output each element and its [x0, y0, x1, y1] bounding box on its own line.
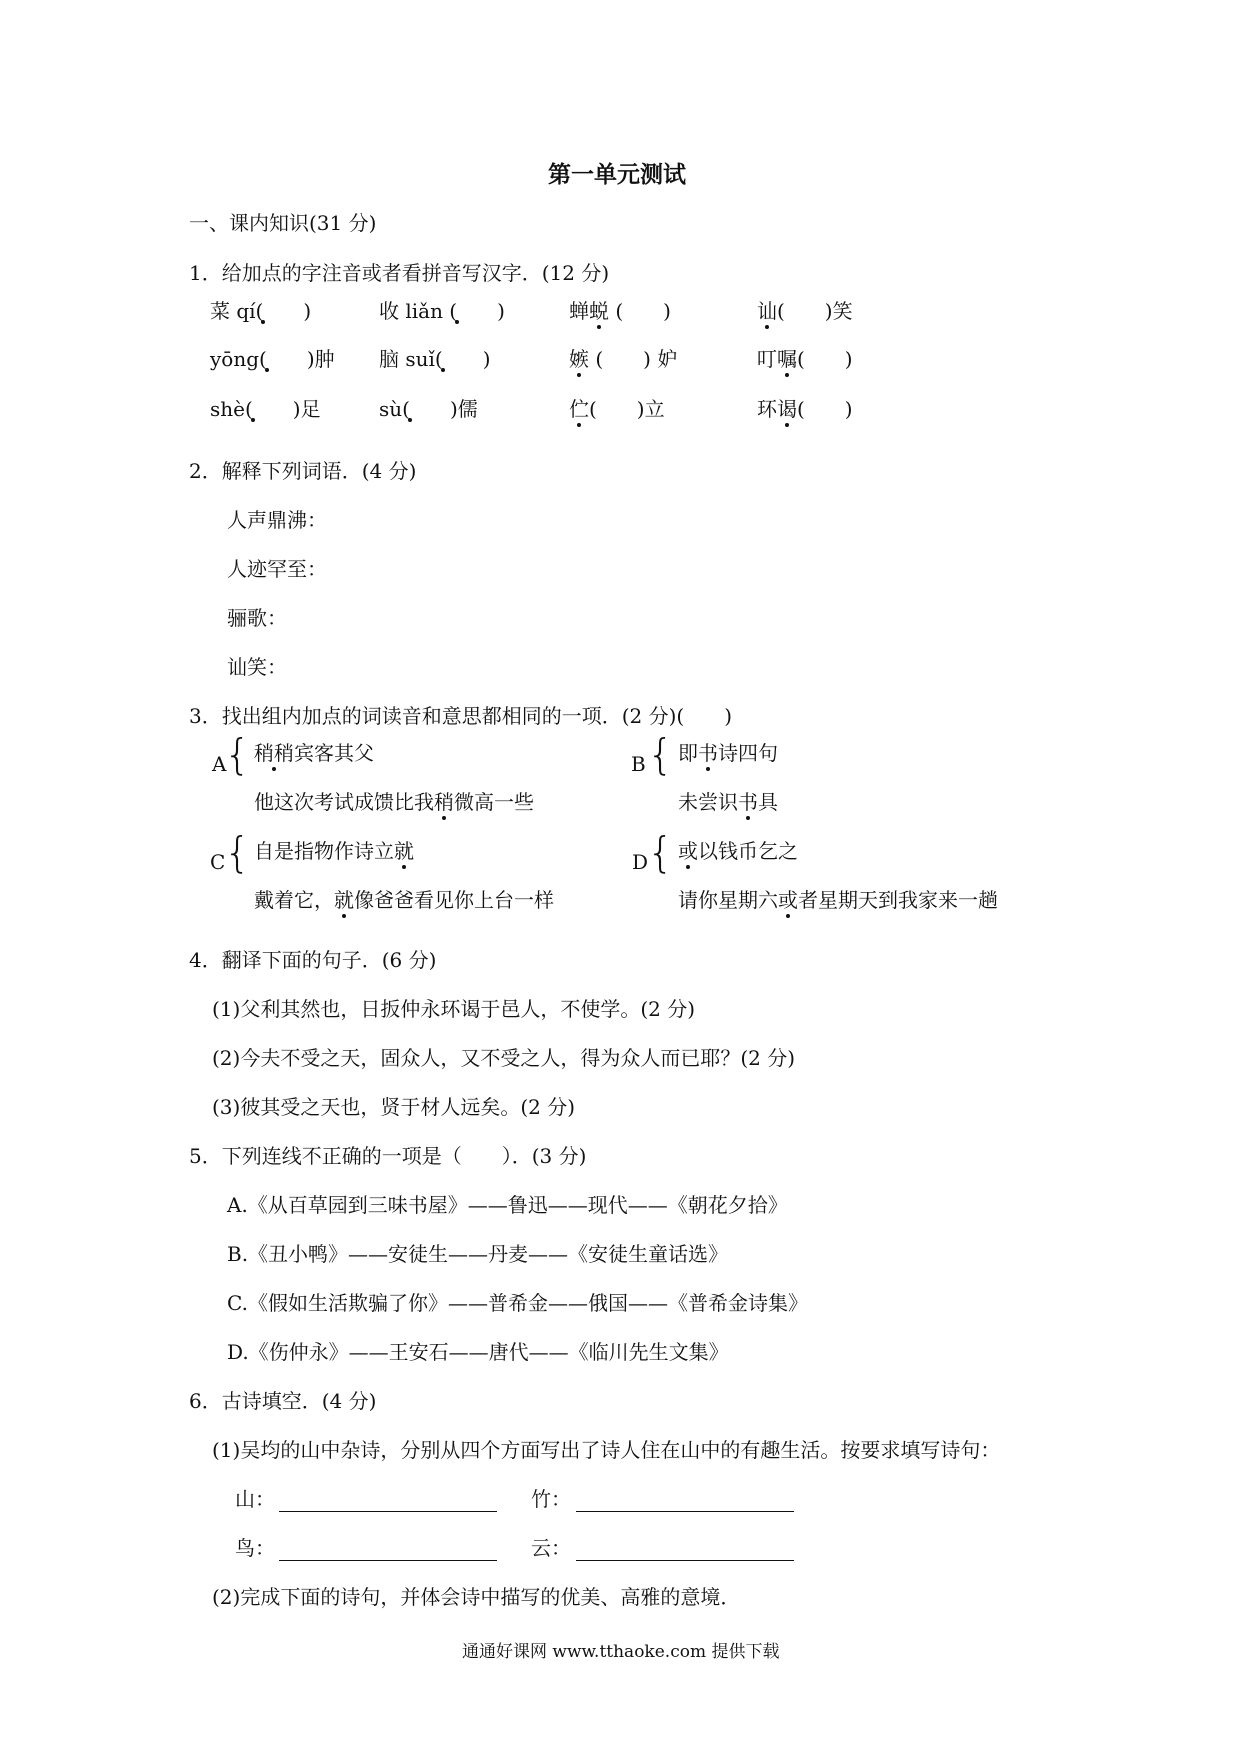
question-5-stem: 5．下列连线不正确的一项是（ ）．(3 分) — [189, 1144, 587, 1168]
pinyin-item-text-after: )儒 — [409, 397, 478, 421]
option-line-2 — [678, 888, 998, 912]
option-line-2-text-after: 像爸爸看见你上台一样 — [354, 888, 554, 912]
option-line-2-text: 戴着它， — [254, 888, 334, 912]
option-line-2-text: 未尝识 — [678, 790, 738, 814]
pinyin-item-dotted-char: 谒 — [777, 397, 797, 421]
term-4: 讪笑： — [227, 655, 287, 679]
option-line-1-dotted-char: 就 — [394, 839, 414, 863]
option-letter: D — [632, 850, 649, 874]
option-letter: C — [210, 850, 226, 874]
pinyin-item-text: 环 — [757, 397, 777, 421]
option-letter: A — [212, 752, 227, 776]
page-footer: 通通好课网 www.tthaoke.com 提供下载 — [462, 1642, 780, 1662]
option-c: C.《假如生活欺骗了你》——普希金——俄国——《普希金诗集》 — [227, 1291, 808, 1315]
option-line-2-text: 他这次考试成馈比我 — [254, 790, 434, 814]
pinyin-item — [210, 299, 311, 323]
pinyin-item — [569, 347, 677, 371]
question-6-part-2: (2)完成下面的诗句，并体会诗中描写的优美、高雅的意境． — [212, 1585, 741, 1609]
pinyin-item — [210, 397, 321, 421]
pinyin-item-dotted-char: 伫 — [569, 397, 589, 421]
pinyin-item-text-after: ( ) — [797, 397, 853, 421]
question-1-stem: 1．给加点的字注音或者看拼音写汉字．(12 分) — [189, 261, 610, 285]
option-letter: B — [631, 752, 646, 776]
option-line-2-dotted-char: 稍 — [434, 790, 454, 814]
pinyin-item-text-after: ( ) 妒 — [589, 347, 678, 371]
pinyin-item — [757, 299, 853, 323]
term-2: 人迹罕至： — [227, 557, 327, 581]
pinyin-item-text-after: )肿 — [266, 347, 335, 371]
answer-line-bird[interactable] — [279, 1560, 497, 1561]
sentence-2: (2)今夫不受之天，固众人，又不受之人，得为众人而已耶？(2 分) — [212, 1046, 796, 1070]
pinyin-item-text: 脑 suǐ( — [379, 347, 443, 371]
pinyin-item-text-after: ) — [457, 299, 505, 323]
pinyin-item — [569, 299, 671, 323]
option-line-1-dotted-char: 稍稍 — [254, 741, 294, 765]
option-line-1 — [254, 741, 374, 765]
question-3-stem: 3．找出组内加点的词读音和意思都相同的一项．(2 分)( ) — [189, 704, 733, 728]
blank-label-cloud: 云： — [531, 1536, 571, 1560]
blank-label-bird: 鸟： — [235, 1536, 275, 1560]
brace-icon: { — [647, 730, 674, 779]
brace-icon: { — [224, 828, 251, 877]
pinyin-item — [379, 347, 491, 371]
option-d: D.《伤仲永》——王安石——唐代——《临川先生文集》 — [227, 1340, 729, 1364]
option-line-2 — [254, 790, 534, 814]
pinyin-item-text-after: ( )笑 — [777, 299, 853, 323]
pinyin-item-text: 蝉 — [569, 299, 589, 323]
option-line-1 — [678, 839, 798, 863]
option-line-1-text-after: 宾客其父 — [294, 741, 374, 765]
pinyin-item-text: shè( — [210, 397, 253, 421]
blank-label-bamboo: 竹： — [531, 1487, 571, 1511]
brace-icon: { — [647, 828, 674, 877]
pinyin-item — [210, 347, 335, 371]
option-line-1 — [254, 839, 414, 863]
pinyin-item-text-after: )足 — [252, 397, 321, 421]
option-line-1-text: 自是指物作诗立 — [254, 839, 394, 863]
pinyin-item-text-after: ) — [442, 347, 491, 371]
option-line-2 — [254, 888, 554, 912]
pinyin-item-dotted-char: 嫉 — [569, 347, 589, 371]
option-line-2-text-after: 微高一些 — [454, 790, 534, 814]
option-line-1 — [678, 741, 778, 765]
pinyin-item-text: sù( — [379, 397, 410, 421]
pinyin-item-text-after: ) — [263, 299, 312, 323]
pinyin-item-text-after: ( ) — [609, 299, 671, 323]
option-line-2-dotted-char: 书 — [738, 790, 758, 814]
question-4-stem: 4．翻译下面的句子．(6 分) — [189, 948, 437, 972]
pinyin-item — [379, 397, 478, 421]
page-title: 第一单元测试 — [548, 162, 686, 188]
option-line-1-text: 即 — [678, 741, 698, 765]
pinyin-item-text: 叮 — [757, 347, 777, 371]
question-6-stem: 6．古诗填空．(4 分) — [189, 1389, 377, 1413]
option-line-1-text-after: 诗四句 — [718, 741, 778, 765]
pinyin-item — [379, 299, 505, 323]
question-2-stem: 2．解释下列词语．(4 分) — [189, 459, 417, 483]
term-1: 人声鼎沸： — [227, 508, 327, 532]
sentence-3: (3)彼其受之天也，贤于材人远矣。(2 分) — [212, 1095, 576, 1119]
option-line-1-dotted-char: 或 — [678, 839, 698, 863]
option-line-2-text: 请你星期六 — [678, 888, 778, 912]
option-line-2 — [678, 790, 778, 814]
pinyin-item-dotted-char: 嘱 — [777, 347, 797, 371]
pinyin-item-dotted-char: 讪 — [757, 299, 777, 323]
option-line-1-dotted-char: 书 — [698, 741, 718, 765]
pinyin-item-dotted-char: 蜕 — [589, 299, 609, 323]
brace-icon: { — [224, 730, 251, 779]
answer-line-mountain[interactable] — [279, 1511, 497, 1512]
option-line-1-text-after: 以钱币乞之 — [698, 839, 798, 863]
option-line-2-text-after: 具 — [758, 790, 778, 814]
pinyin-item-text: 收 liǎn ( — [379, 299, 458, 323]
section-heading: 一、课内知识(31 分) — [189, 211, 377, 235]
pinyin-item-text-after: ( ) — [797, 347, 853, 371]
pinyin-item-text: 菜 qí( — [210, 299, 264, 323]
pinyin-item-text: yōng( — [210, 347, 267, 371]
option-b: B.《丑小鸭》——安徒生——丹麦——《安徒生童话选》 — [227, 1242, 729, 1266]
answer-line-cloud[interactable] — [576, 1560, 794, 1561]
option-line-2-text-after: 者星期天到我家来一趟 — [798, 888, 998, 912]
sentence-1: (1)父利其然也，日扳仲永环谒于邑人，不使学。(2 分) — [212, 997, 696, 1021]
option-a: A.《从百草园到三味书屋》——鲁迅——现代——《朝花夕拾》 — [227, 1193, 788, 1217]
option-line-2-dotted-char: 就 — [334, 888, 354, 912]
pinyin-item — [757, 347, 853, 371]
pinyin-item-text-after: ( )立 — [589, 397, 665, 421]
option-line-2-dotted-char: 或 — [778, 888, 798, 912]
pinyin-item — [569, 397, 665, 421]
pinyin-item — [757, 397, 853, 421]
blank-label-mountain: 山： — [235, 1487, 275, 1511]
answer-line-bamboo[interactable] — [576, 1511, 794, 1512]
term-3: 骊歌： — [227, 606, 287, 630]
question-6-part-1: (1)吴均的山中杂诗，分别从四个方面写出了诗人住在山中的有趣生活。按要求填写诗句： — [212, 1438, 1001, 1462]
